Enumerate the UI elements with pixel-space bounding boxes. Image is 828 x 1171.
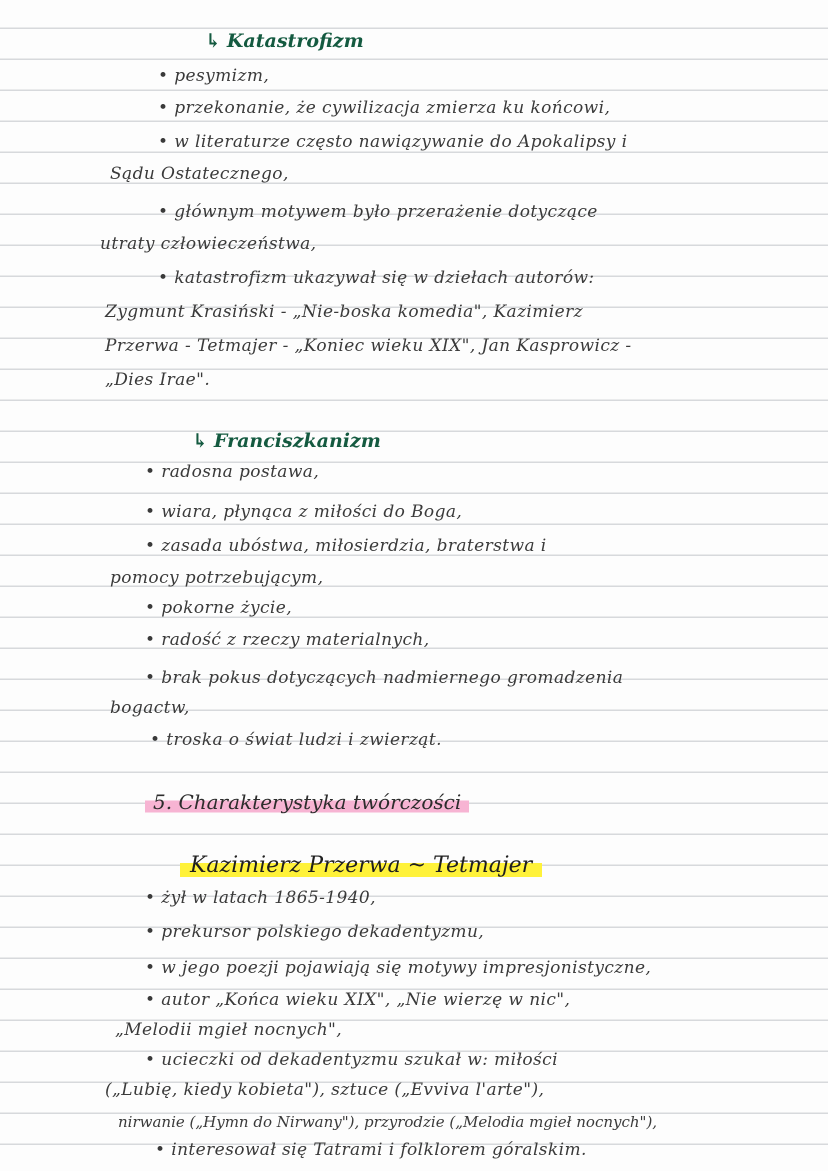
note-line: • przekonanie, że cywilizacja zmierza ku końcowi, xyxy=(158,98,611,118)
heading-franciszkanizm xyxy=(192,428,381,454)
note-line: • ucieczki od dekadentyzmu szukał w: miłości xyxy=(145,1050,558,1070)
note-line: Sądu Ostatecznego, xyxy=(110,164,289,184)
note-line: • prekursor polskiego dekadentyzmu, xyxy=(145,922,485,942)
section-title: 5. Charakterystyka twórczości xyxy=(145,788,469,816)
heading-text: Katastrofizm xyxy=(226,30,364,52)
note-line: • żył w latach 1865-1940, xyxy=(145,888,376,908)
note-line: • interesował się Tatrami i folklorem góralskim. xyxy=(155,1140,587,1160)
arrow-icon: ↳ xyxy=(205,30,221,52)
note-line: • pokorne życie, xyxy=(145,598,293,618)
note-line: • troska o świat ludzi i zwierząt. xyxy=(150,730,442,750)
note-line: • pesymizm, xyxy=(158,66,270,86)
note-line: („Lubię, kiedy kobieta"), sztuce („Evviva l'arte"), xyxy=(105,1080,545,1100)
note-line: „Dies Irae". xyxy=(105,370,211,390)
author-name-highlight: Kazimierz Przerwa ~ Tetmajer xyxy=(180,852,542,880)
note-line: nirwanie („Hymn do Nirwany"), przyrodzie („Melodia mgieł nocnych"), xyxy=(118,1113,658,1131)
note-line: „Melodii mgieł nocnych", xyxy=(115,1020,343,1040)
note-line: Przerwa - Tetmajer - „Koniec wieku XIX", Jan Kasprowicz - xyxy=(105,336,632,356)
note-line: • głównym motywem było przerażenie dotyczące xyxy=(158,202,598,222)
note-line: pomocy potrzebującym, xyxy=(110,568,324,588)
note-line: • brak pokus dotyczących nadmiernego gromadzenia xyxy=(145,668,624,688)
note-line: • w jego poezji pojawiają się motywy impresjonistyczne, xyxy=(145,958,652,978)
note-line: • autor „Końca wieku XIX", „Nie wierzę w nic", xyxy=(145,990,571,1010)
note-line: Zygmunt Krasiński - „Nie-boska komedia", Kazimierz xyxy=(105,302,583,322)
note-line: • zasada ubóstwa, miłosierdzia, braterstwa i xyxy=(145,536,547,556)
heading-katastrofizm xyxy=(205,28,364,54)
note-line: • radosna postawa, xyxy=(145,462,320,482)
note-line: bogactw, xyxy=(110,698,190,718)
note-line: • wiara, płynąca z miłości do Boga, xyxy=(145,502,463,522)
arrow-icon: ↳ xyxy=(192,430,208,452)
note-line: • w literaturze często nawiązywanie do Apokalipsy i xyxy=(158,132,628,152)
heading-text: Franciszkanizm xyxy=(213,430,381,452)
note-line: • katastrofizm ukazywał się w dziełach autorów: xyxy=(158,268,595,288)
note-line: • radość z rzeczy materialnych, xyxy=(145,630,430,650)
note-line: utraty człowieczeństwa, xyxy=(100,234,317,254)
